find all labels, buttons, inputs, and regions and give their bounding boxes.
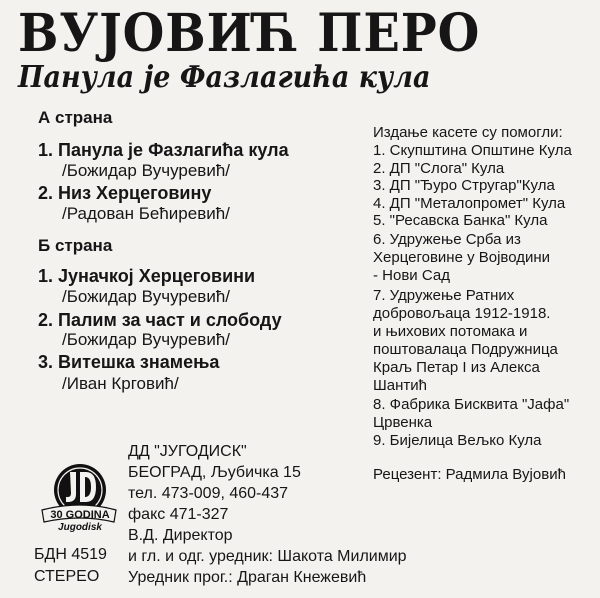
publisher-line: факс 471-327	[128, 506, 229, 523]
publisher-line: В.Д. Директор	[128, 527, 233, 544]
side-b-label: Б страна	[38, 236, 113, 255]
sponsor-line: Црвенка	[373, 414, 433, 431]
sponsor-line: добровољаца 1912-1918.	[373, 305, 551, 322]
track-author: /Иван Крговић/	[62, 374, 179, 393]
catalog-number: БДН 4519	[34, 546, 107, 563]
sponsor-line: 2. ДП "Слога" Кула	[373, 160, 505, 177]
logo-text-bottom: Jugodisk	[58, 522, 102, 532]
sponsor-line: 9. Бијелица Вељко Кула	[373, 432, 542, 449]
sponsor-line: Краљ Петар I из Алекса	[373, 359, 540, 376]
publisher-line: и гл. и одг. уредник: Шакота Милимир	[128, 548, 407, 565]
logo-text-top: 30 GODINA	[50, 509, 110, 521]
sponsor-line: и њихових потомака и	[373, 323, 528, 340]
track-author: /Божидар Вучуревић/	[62, 287, 230, 306]
publisher-line: тел. 473-009, 460-437	[128, 485, 289, 502]
publisher-line: БЕОГРАД, Љубичка 15	[128, 464, 301, 481]
track-author: /Божидар Вучуревић/	[62, 161, 230, 180]
side-a-label: А страна	[38, 108, 113, 127]
sponsor-line: 3. ДП "Ђуро Стругар"Кула	[373, 177, 555, 194]
sponsor-line: 6. Удружење Срба из	[373, 231, 521, 248]
track-title: 3. Витешка знамења	[38, 352, 220, 372]
publisher-line: ДД "ЈУГОДИСК"	[128, 443, 247, 460]
format-label: СТЕРЕО	[34, 568, 100, 585]
jugodisk-logo-icon	[40, 460, 118, 532]
artist-name: ВУЈОВИЋ ПЕРО	[18, 3, 481, 64]
sponsor-line: Херцеговине у Војводини	[373, 249, 551, 266]
album-title: Панула је Фазлагића кула	[18, 60, 431, 95]
sponsor-line: 7. Удружење Ратних	[373, 287, 515, 304]
sponsor-line: Шантић	[373, 377, 427, 394]
publisher-line: Уредник прог.: Драган Кнежевић	[128, 569, 367, 586]
sponsor-line: 8. Фабрика Бисквита "Јафа"	[373, 396, 570, 413]
track-author: /Божидар Вучуревић/	[62, 330, 230, 349]
sponsor-line: 1. Скупштина Општине Кула	[373, 142, 572, 159]
track-title: 1. Јуначкој Херцеговини	[38, 266, 256, 286]
sponsor-line: - Нови Сад	[373, 267, 450, 284]
sponsor-line: 4. ДП "Металопромет" Кула	[373, 195, 566, 212]
track-title: 1. Панула је Фазлагића кула	[38, 140, 289, 160]
track-title: 2. Низ Херцеговину	[38, 183, 212, 203]
track-author: /Радован Бећиревић/	[62, 204, 230, 223]
reviewer-credit: Рецезент: Радмила Вујовић	[373, 466, 566, 483]
sponsors-heading: Издање касете су помогли:	[373, 124, 563, 141]
sponsor-line: 5. "Ресавска Банка" Кула	[373, 212, 548, 229]
sponsor-line: поштовалаца Подружница	[373, 341, 558, 358]
track-title: 2. Палим за част и слободу	[38, 310, 282, 330]
